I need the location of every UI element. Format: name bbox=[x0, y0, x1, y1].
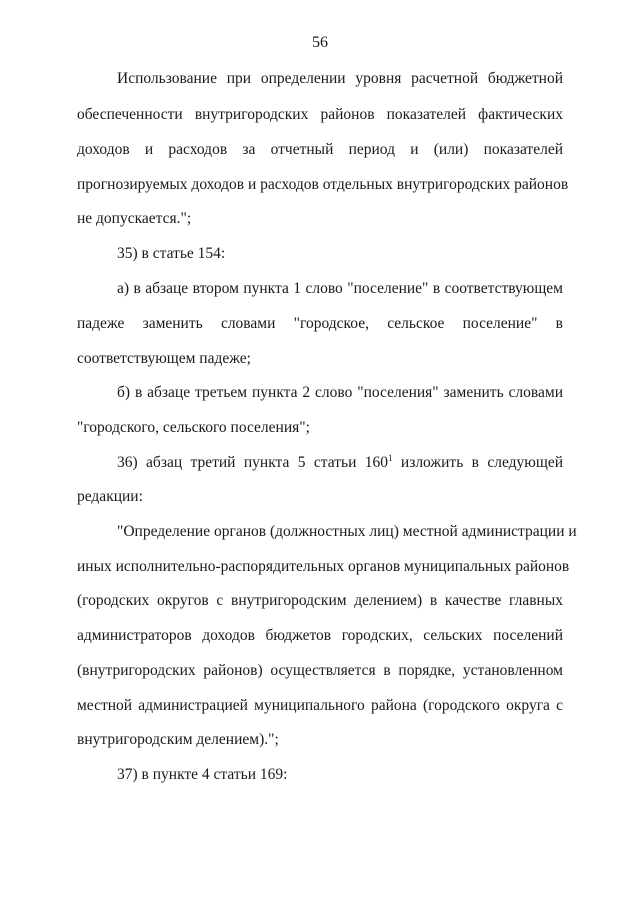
paragraph-line: доходов и расходов за отчетный период и (или) показателей bbox=[77, 141, 563, 158]
paragraph-line: не допускается."; bbox=[77, 210, 192, 227]
paragraph-line: (внутригородских районов) осуществляется в порядке, установленном bbox=[77, 662, 563, 679]
line-text: изложить в следующей bbox=[392, 454, 563, 471]
paragraph-line: (городских округов с внутригородским делением) в качестве главных bbox=[77, 592, 563, 609]
paragraph-line: обеспеченности внутригородских районов показателей фактических bbox=[77, 106, 563, 123]
paragraph-line: Использование при определении уровня расчетной бюджетной bbox=[117, 70, 563, 87]
paragraph-line: внутригородским делением)."; bbox=[77, 731, 279, 748]
paragraph-line: а) в абзаце втором пункта 1 слово "поселение" в соответствующем bbox=[117, 280, 563, 297]
paragraph-line bbox=[117, 454, 563, 472]
paragraph-line: редакции: bbox=[77, 488, 143, 505]
paragraph-line: б) в абзаце третьем пункта 2 слово "поселения" заменить словами bbox=[117, 384, 563, 401]
paragraph-line: 37) в пункте 4 статьи 169: bbox=[117, 766, 288, 783]
paragraph-line: "городского, сельского поселения"; bbox=[77, 419, 310, 436]
paragraph-line: соответствующем падеже; bbox=[77, 350, 251, 367]
superscript: 1 bbox=[388, 453, 393, 463]
paragraph-line: иных исполнительно-распорядительных органов муниципальных районов bbox=[77, 558, 570, 575]
paragraph-line: 35) в статье 154: bbox=[117, 245, 226, 262]
line-text: 36) абзац третий пункта 5 статьи 160 bbox=[117, 454, 389, 471]
paragraph-line: местной администрацией муниципального района (городского округа с bbox=[77, 697, 563, 714]
page-number: 56 bbox=[312, 34, 328, 51]
paragraph-line: падеже заменить словами "городское, сельское поселение" в bbox=[77, 315, 563, 332]
paragraph-line: "Определение органов (должностных лиц) местной администрации и bbox=[117, 523, 577, 540]
paragraph-line: прогнозируемых доходов и расходов отдельных внутригородских районов bbox=[77, 176, 569, 193]
paragraph-line: администраторов доходов бюджетов городских, сельских поселений bbox=[77, 627, 563, 644]
